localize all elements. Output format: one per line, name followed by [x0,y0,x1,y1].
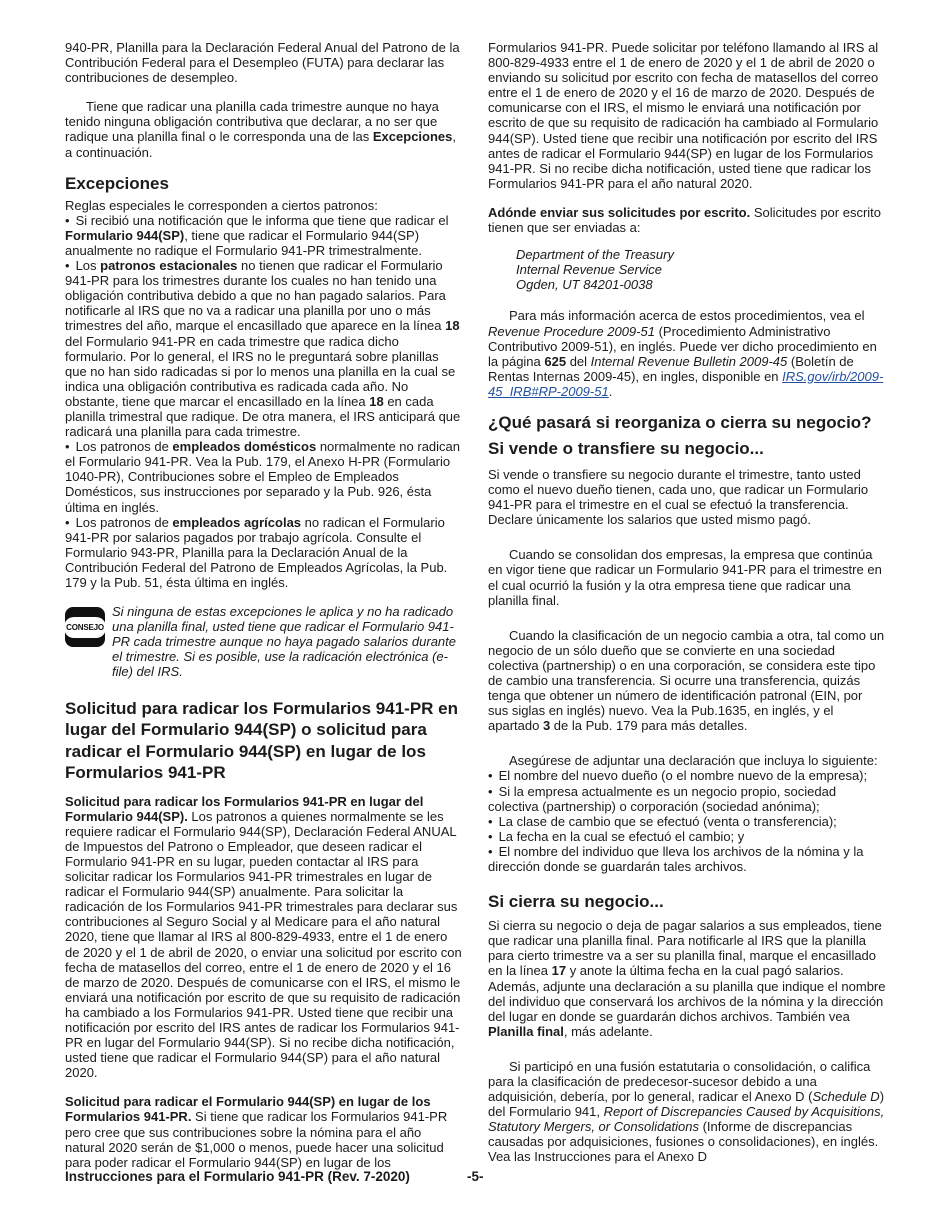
close-business-heading: Si cierra su negocio... [488,892,664,912]
request-section-heading: Solicitud para radicar los Formularios 941-PR en lugar del Formulario 944(SP) o solicitud para radicar el Formulario 944(SP) en lugar de los Formularios 941-PR [65,698,459,783]
footer-title: Instrucciones para el Formulario 941-PR (Rev. 7-2020) [65,1169,410,1184]
merger-paragraph: Si participó en una fusión estatutaria o consolidación, o califica para la clasificación de predecesor-sucesor debido a una adquisición, debería, por lo general, radicar el Anexo D (Schedule D) del Formulario 941, Report of Discrepancies Caused by Acquisitions, Statutory Mergers, or Consolidations (Informe de discrepancias causadas por adquisiciones, fusiones o consolidaciones), en inglés. Vea las Instrucciones para el Anexo D [488,1058,885,1165]
where-to-send-paragraph: Adónde enviar sus solicitudes por escrito. Solicitudes por escrito tienen que ser enviadas a: [488,204,882,236]
quarterly-filing-paragraph: Tiene que radicar una planilla cada trimestre aunque no haya tenido ninguna obligación contributiva que declarar, a no ser que radique una planilla final o le corresponda una de las Excepciones, a continuación. [65,99,457,160]
request-continuation-paragraph: Formularios 941-PR. Puede solicitar por teléfono llamando al IRS al 800-829-4933 entre el 1 de enero de 2020 y el 1 de abril de 2020 o enviando su solicitud por escrito con fecha de matasellos del correo entre el 1 de enero de 2020 y el 16 de marzo de 2020. Después de comunicarse con el IRS, el mismo le enviará una notificación por escrito de que su requisito de radicación ha cambiado al Formulario 944(SP). Usted tiene que recibir una notificación por escrito del IRS antes de radicar el Formulario 944(SP) en lugar de los Formularios 941-PR. Si no recibe dicha notificación, usted tiene que radicar los Formularios 941-PR para el año natural 2020. [488,40,879,191]
request-944sp-paragraph: Solicitud para radicar el Formulario 944(SP) en lugar de los Formularios 941-PR. Si tiene que radicar los Formularios 941-PR pero cree que sus contribuciones sobre la nómina para el año natural 2020 serán de $1,000 o menos, puede hacer una solicitud para poder radicar el Formulario 944(SP) en lugar de los [65,1094,448,1170]
list-item: • La clase de cambio que se efectuó (venta o transferencia); [488,814,886,829]
more-info-paragraph: Para más información acerca de estos procedimientos, vea el Revenue Procedure 2009-51 (Procedimiento Administrativo Contributivo 2009-51), en inglés. Puede ver dicho procedimiento en la página 625 del Internal Revenue Bulletin 2009-45 (Boletín de Rentas Internas 2009-45), en ingles, disponible en IRS.gov/irb/2009-45_IRB#RP-2009-51. [488,308,884,399]
exceptions-heading: Excepciones [65,173,169,193]
irb-link[interactable]: IRS.gov/irb/2009-45_IRB#RP-2009-51 [488,368,884,399]
list-item: • Los patronos de empleados agrícolas no radican el Formulario 941-PR por salarios pagados por trabajo agrícola. Consulte el Formulario 943-PR, Planilla para la Declaración Anual de la Contribución Federal del Patrono de Empleados Agrícolas, la Pub. 179 y la Pub. 51, ésta última en inglés. [65,515,463,590]
futa-paragraph: 940-PR, Planilla para la Declaración Federal Anual del Patrono de la Contribución Federal para el Desempleo (FUTA) para declarar las contribuciones de desempleo. [65,40,460,86]
tip-box [65,604,463,679]
list-item: • Los patronos estacionales no tienen que radicar el Formulario 941-PR para los trimestres durante los cuales no han tenido una obligación contributiva debido a que no han pagado salarios. Para notificarle al IRS que no va a radicar una planilla por uno o más trimestres del año, marque el encasillado que aparece en la línea 18 del Formulario 941-PR en cada trimestre que radica dicho formulario. Por lo general, el IRS no le preguntará sobre planillas que no han sido radicadas si por lo menos una planilla en la cual se indica una obligación contributiva es radicada cada año. No obstante, tiene que marcar el encasillado en la línea 18 en cada planilla trimestral que radique. De otra manera, el IRS anticipará que radicará una planilla para cada trimestre. [65,258,463,439]
exceptions-intro: Reglas especiales le corresponden a ciertos patronos: [65,197,378,213]
request-941pr-paragraph: Solicitud para radicar los Formularios 941-PR en lugar del Formulario 944(SP). Los patronos a quienes normalmente se les requiere radicar el Formulario 944(SP), Declaración Federal ANUAL de Impuestos del Patrono o Empleador, que deseen radicar el Formulario 941-PR en su lugar, pueden contactar al IRS para solicitar radicar los Formularios 941-PR trimestrales en lugar de radicar el Formulario 944(SP) anualmente. Para solicitar la radicación de los Formularios 941-PR trimestrales para declarar sus contribuciones al Seguro Social y al Medicare para el año natural 2020, tiene que llamar al IRS al 800-829-4933, entre el 1 de enero de 2020 y el 1 de abril de 2020, o enviar una solicitud por escrito con fecha de matasellos del correo, entre el 1 de enero de 2020 y el 16 de marzo de 2020. Después de comunicarse con el IRS, el mismo le enviará una notificación por escrito de que su requisito de radicación ha cambiado a los Formularios 941-PR. Usted tiene que recibir una notificación por escrito del IRS antes de radicar los Formularios 941-PR en lugar del Formulario 944(SP). Si no recibe dicha notificación, usted tiene que radicar el Formulario 944(SP) para el año natural 2020. [65,793,462,1081]
page-footer [65,1169,885,1184]
right-column [488,40,886,1165]
page-number: -5- [467,1169,484,1184]
close-paragraph: Si cierra su negocio o deja de pagar salarios a sus empleados, tiene que radicar una planilla final. Para notificarle al IRS que la planilla para cierto trimestre va a ser su planilla final, marque el encasillado en la línea 17 y anote la última fecha en la cual pagó salarios. Además, adjunte una declaración a su planilla que indique el nombre del individuo que conservará los archivos de la nómina y la dirección del lugar en donde se guardarán dichos archivos. También vea Planilla final, más adelante. [488,918,886,1039]
attach-intro: Asegúrese de adjuntar una declaración que incluya lo siguiente: [509,753,878,769]
sell-paragraph: Si vende o transfiere su negocio durante el trimestre, tanto usted como el nuevo dueño tienen, cada uno, que radicar un Formulario 941-PR para el trimestre en el cual se efectuó la transferencia. Declare únicamente los salarios que usted mismo pagó. [488,466,869,528]
tip-icon: CONSEJO [65,607,105,647]
left-column [65,40,463,1170]
list-item: • Los patronos de empleados domésticos normalmente no radican el Formulario 941-PR. Vea la Pub. 179, el Anexo H-PR (Formulario 1040-PR), Contribuciones sobre el Empleo de Empleados Domésticos, sus instrucciones por separado y la Pub. 926, ésta última en inglés. [65,439,463,514]
reorganize-heading: ¿Qué pasará si reorganiza o cierra su negocio? [488,412,872,432]
classification-change-paragraph: Cuando la clasificación de un negocio cambia a otra, tal como un negocio de un sólo dueño que se convierte en una sociedad colectiva (partnership) o en una corporación, se considera este tipo de cambio una transferencia. Si ocurre una transferencia, quizás tenga que obtener un número de identificación patronal (EIN, por sus siglas en inglés) nuevo. Vea la Pub.1635, en inglés, y el apartado 3 de la Pub. 179 para más detalles. [488,627,885,734]
list-item: • Si recibió una notificación que le informa que tiene que radicar el Formulario 944(SP), tiene que radicar el Formulario 944(SP) anualmente no radique el Formulario 941-PR trimestralmente. [65,213,463,258]
mailing-address: Department of the Treasury Internal Revenue Service Ogden, UT 84201-0038 [516,247,674,293]
tip-text: Si ninguna de estas excepciones le aplica y no ha radicado una planilla final, usted tiene que radicar el Formulario 941-PR cada trimestre aunque no haya pagado salarios durante el trimestre. Si es posible, use la radicación electrónica (e-file) del IRS. [112,604,456,680]
list-item: • El nombre del individuo que lleva los archivos de la nómina y la dirección donde se guardarán tales archivos. [488,844,886,874]
list-item: • La fecha en la cual se efectuó el cambio; y [488,829,886,844]
list-item: • Si la empresa actualmente es un negocio propio, sociedad colectiva (partnership) o corporación (sociedad anónima); [488,784,886,814]
consolidation-paragraph: Cuando se consolidan dos empresas, la empresa que continúa en vigor tiene que radicar un Formulario 941-PR para el trimestre en el cual ocurrió la fusión y la otra empresa tiene que radicar una planilla final. [488,547,882,608]
sell-transfer-heading: Si vende o transfiere su negocio... [488,438,764,458]
list-item: • El nombre del nuevo dueño (o el nombre nuevo de la empresa); [488,768,886,783]
